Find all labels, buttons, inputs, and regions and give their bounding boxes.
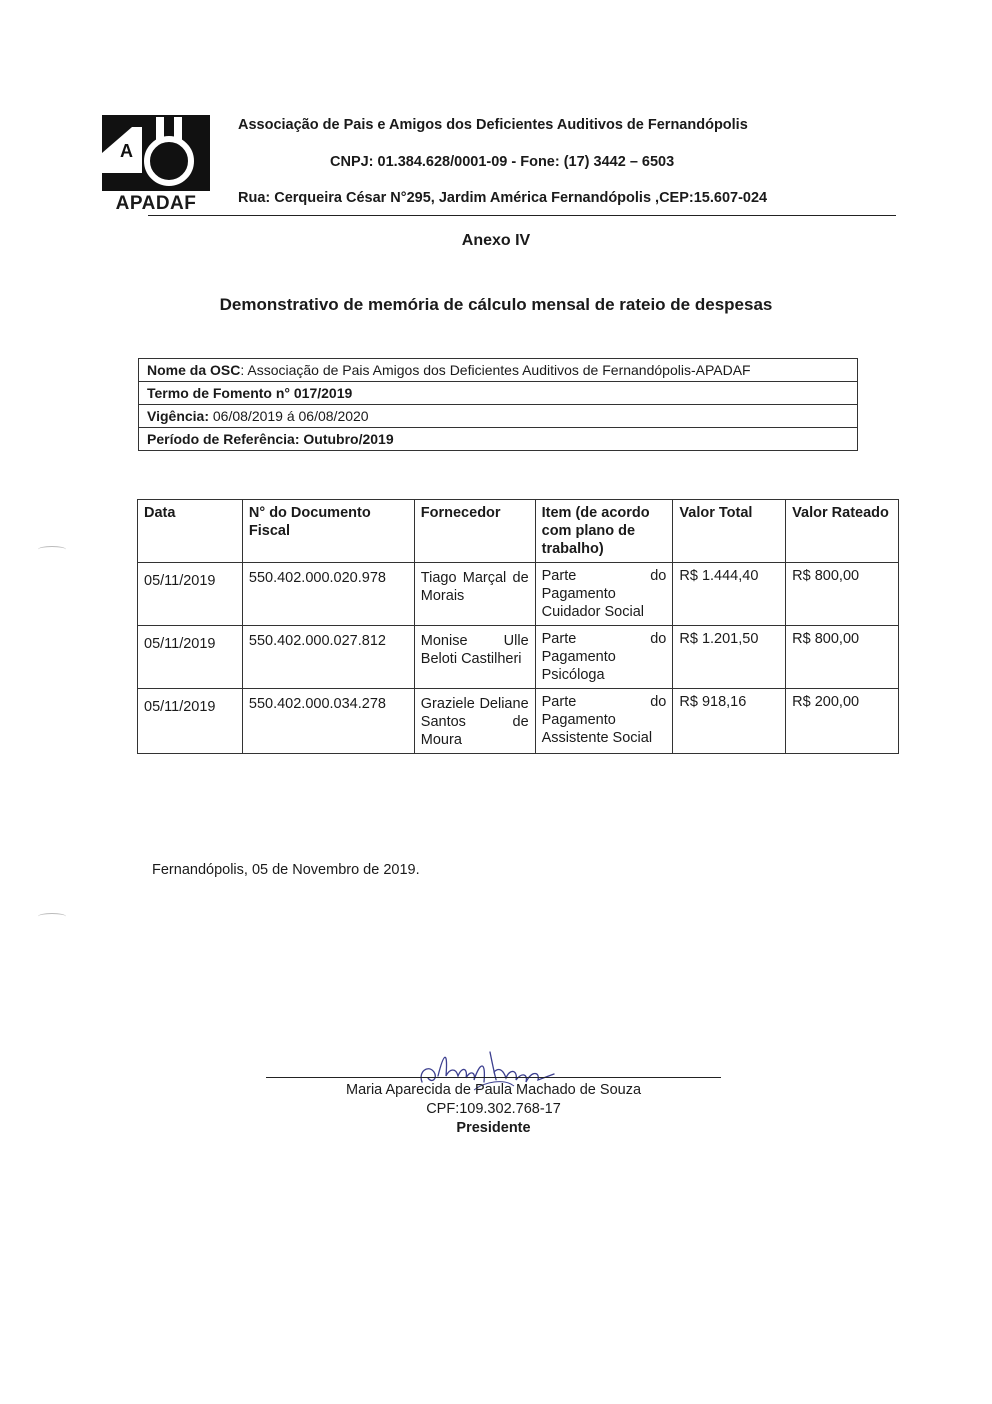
cell-item: Parte do Pagamento Assistente Social <box>535 689 673 754</box>
vigencia-label: Vigência: <box>147 408 209 424</box>
osc-value: : Associação de Pais Amigos dos Deficientes Auditivos de Fernandópolis-APADAF <box>240 362 751 378</box>
signer-role: Presidente <box>456 1120 531 1136</box>
scan-artifact <box>38 546 66 553</box>
organization-name: Associação de Pais e Amigos dos Deficientes Auditivos de Fernandópolis <box>238 117 748 133</box>
cnpj-phone-line: CNPJ: 01.384.628/0001-09 - Fone: (17) 3442 – 6503 <box>330 154 675 170</box>
table-row <box>138 563 899 626</box>
periodo-row: Período de Referência: Outubro/2019 <box>147 431 394 447</box>
header-documento: N° do Documento Fiscal <box>242 500 414 563</box>
osc-label: Nome da OSC <box>147 362 241 378</box>
expense-table <box>137 499 899 754</box>
scan-artifact <box>38 913 66 920</box>
place-date: Fernandópolis, 05 de Novembro de 2019. <box>152 862 420 878</box>
vigencia-value: 06/08/2019 á 06/08/2020 <box>209 408 369 424</box>
document-title: Demonstrativo de memória de cálculo mensal de rateio de despesas <box>219 295 773 314</box>
cell-rateado: R$ 800,00 <box>786 563 899 626</box>
header-valor-total: Valor Total <box>673 500 786 563</box>
logo-text: APADAF <box>115 193 197 214</box>
annex-title: Anexo IV <box>461 232 531 249</box>
cell-rateado: R$ 200,00 <box>786 689 899 754</box>
table-row <box>138 626 899 689</box>
header-divider <box>148 215 896 216</box>
signer-name: Maria Aparecida de Paula Machado de Souza <box>345 1082 642 1098</box>
cell-document: 550.402.000.020.978 <box>242 563 414 626</box>
cell-total: R$ 1.201,50 <box>673 626 786 689</box>
table-row <box>138 689 899 754</box>
osc-row <box>139 359 857 382</box>
cell-document: 550.402.000.027.812 <box>242 626 414 689</box>
signature-line <box>266 1077 721 1078</box>
cell-item: Parte do Pagamento Psicóloga <box>535 626 673 689</box>
signer-cpf: CPF:109.302.768-17 <box>426 1101 561 1117</box>
cell-supplier: Monise Ulle Beloti Castilheri <box>414 626 535 689</box>
header-item: Item (de acordo com plano de trabalho) <box>535 500 673 563</box>
address-line: Rua: Cerqueira César N°295, Jardim América Fernandópolis ,CEP:15.607-024 <box>238 190 768 206</box>
header-data: Data <box>138 500 243 563</box>
svg-text:A: A <box>120 141 133 161</box>
cell-date: 05/11/2019 <box>138 626 243 689</box>
cell-total: R$ 918,16 <box>673 689 786 754</box>
cell-date: 05/11/2019 <box>138 689 243 754</box>
cell-item: Parte do Pagamento Cuidador Social <box>535 563 673 626</box>
cell-total: R$ 1.444,40 <box>673 563 786 626</box>
vigencia-row <box>139 405 857 428</box>
termo-row: Termo de Fomento n° 017/2019 <box>139 382 857 405</box>
header-valor-rateado: Valor Rateado <box>786 500 899 563</box>
cell-date: 05/11/2019 <box>138 563 243 626</box>
table-header-row <box>138 500 899 563</box>
cell-rateado: R$ 800,00 <box>786 626 899 689</box>
cell-supplier: Tiago Marçal de Morais <box>414 563 535 626</box>
header-fornecedor: Fornecedor <box>414 500 535 563</box>
cell-supplier: Graziele Deliane Santos de Moura <box>414 689 535 754</box>
cell-document: 550.402.000.034.278 <box>242 689 414 754</box>
info-box <box>138 358 858 451</box>
